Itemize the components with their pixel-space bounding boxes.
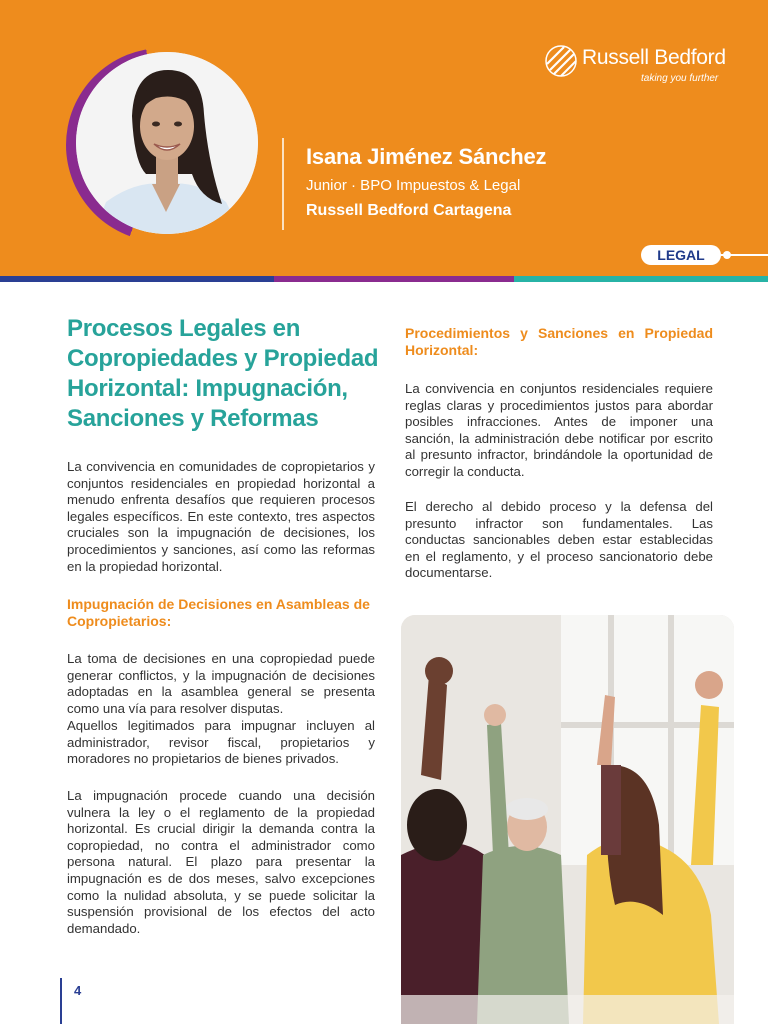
intro-paragraph: La convivencia en comunidades de copropietarios y conjuntos residenciales en propiedad horizontal a menudo enfrenta desafíos que requieren procesos legales específicos. En este contexto, tres aspectos cruciales son la impugnación de decisiones, los procedimientos y sanciones, así como las reformas en la propiedad horizontal.	[67, 459, 375, 574]
section1-paragraph-3: La impugnación procede cuando una decisión vulnera la ley o el reglamento de la propiedad horizontal. Es crucial dirigir la demanda contra la copropiedad, no contra el administrador como persona natural. El plazo para presentar la impugnación es de dos meses, salvo excepciones como la nulidad absoluta, y se puede solicitar la suspensión provisional de los efectos del acto demandado.	[67, 788, 375, 936]
header-band	[0, 0, 768, 276]
stripe-teal	[514, 276, 768, 282]
logo-text: Russell Bedford	[582, 46, 726, 69]
author-office: Russell Bedford Cartagena	[306, 202, 512, 219]
article-title	[67, 314, 387, 434]
author-photo-illustration	[76, 52, 258, 234]
logo-globe-icon	[544, 44, 578, 78]
meeting-photo-illustration	[401, 615, 734, 1024]
section-badge: LEGAL	[641, 245, 721, 265]
header-divider	[282, 138, 284, 230]
stripe-purple	[274, 276, 514, 282]
section1-paragraph-1: La toma de decisiones en una copropiedad puede generar conflictos, y la impugnación de decisiones adoptadas en la asamblea general se presenta como una vía para resolver disputas.	[67, 651, 375, 716]
section2-heading: Procedimientos y Sanciones en Propiedad Horizontal:	[405, 325, 713, 358]
page-number: 4	[74, 983, 82, 998]
article-title-bold: Procesos Legales en Copropiedades y Propiedad Horizontal:	[67, 315, 379, 402]
page-number-rule	[60, 978, 62, 1024]
section1-heading: Impugnación de Decisiones en Asambleas de Copropietarios:	[67, 596, 370, 629]
author-photo	[76, 52, 258, 234]
russell-bedford-logo	[544, 42, 734, 88]
logo-tagline: taking you further	[641, 73, 719, 84]
badge-dot	[723, 251, 731, 259]
section2-paragraph-1: La convivencia en conjuntos residenciales requiere reglas claras y procedimientos justos para abordar posibles infracciones. Antes de imponer una sanción, la administración debe notificar por escrito al presunto infractor, brindándole la oportunidad de corregir la conducta.	[405, 381, 713, 479]
author-role: Junior · BPO Impuestos & Legal	[306, 177, 521, 194]
section2-paragraph-2: El derecho al debido proceso y la defensa del presunto infractor son fundamentales. Las conductas sancionables deben estar establecidas en el reglamento, y el proceso sancionatorio debe documentarse.	[405, 499, 713, 581]
meeting-photo	[401, 615, 734, 1024]
author-name: Isana Jiménez Sánchez	[306, 144, 547, 169]
article-title-regular: Impugnación, Sanciones y Reformas	[67, 375, 348, 432]
stripe-navy	[0, 276, 274, 282]
section1-paragraph-2: Aquellos legitimados para impugnar incluyen al administrador, revisor fiscal, propietarios y moradores no propietarios de bienes privados.	[67, 718, 375, 767]
